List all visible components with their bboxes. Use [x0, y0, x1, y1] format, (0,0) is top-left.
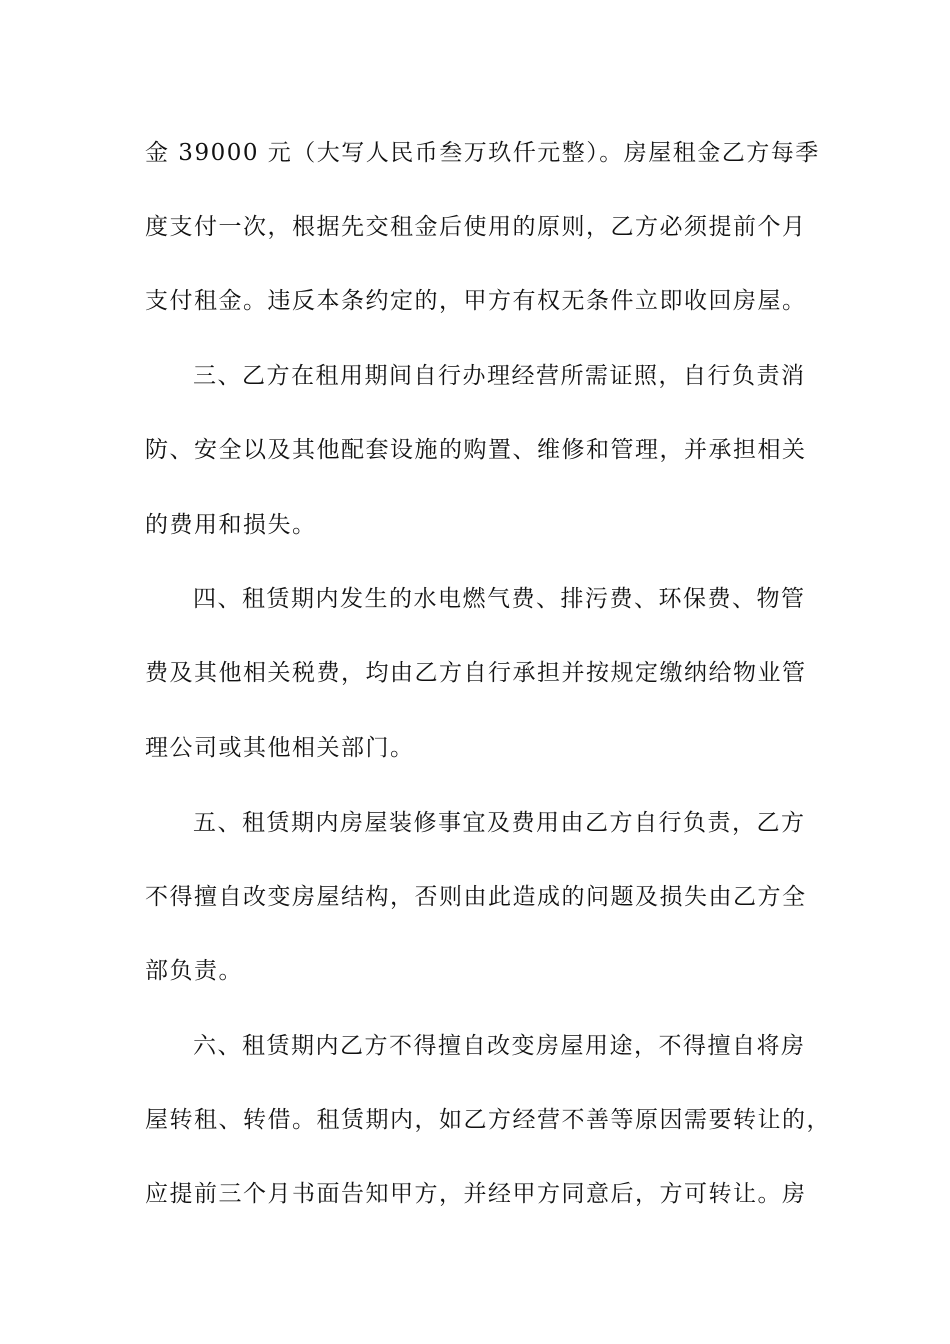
text-line: 费及其他相关税费，均由乙方自行承担并按规定缴纳给物业管: [145, 660, 807, 686]
text-line: 防、安全以及其他配套设施的购置、维修和管理，并承担相关: [145, 437, 807, 463]
text-line: 不得擅自改变房屋结构，否则由此造成的问题及损失由乙方全: [145, 884, 807, 910]
text-line: 金 39000 元（大写人民币叁万玖仟元整）。房屋租金乙方每季: [145, 140, 820, 166]
text-line: 度支付一次，根据先交租金后使用的原则，乙方必须提前个月: [145, 214, 807, 240]
text-line: 支付租金。违反本条约定的，甲方有权无条件立即收回房屋。: [145, 288, 807, 314]
paragraph-6-start: 六、租赁期内乙方不得擅自改变房屋用途，不得擅自将房: [193, 1033, 806, 1059]
paragraph-3-start: 三、乙方在租用期间自行办理经营所需证照，自行负责消: [193, 363, 806, 389]
text-line: 理公司或其他相关部门。: [145, 735, 415, 761]
text-line: 的费用和损失。: [145, 512, 317, 538]
text-line: 屋转租、转借。租赁期内，如乙方经营不善等原因需要转让的，: [145, 1107, 831, 1133]
text-line: 部负责。: [145, 958, 243, 984]
paragraph-5-start: 五、租赁期内房屋装修事宜及费用由乙方自行负责，乙方: [193, 810, 806, 836]
paragraph-4-start: 四、租赁期内发生的水电燃气费、排污费、环保费、物管: [193, 586, 806, 612]
text-line: 应提前三个月书面告知甲方，并经甲方同意后，方可转让。房: [145, 1181, 807, 1207]
